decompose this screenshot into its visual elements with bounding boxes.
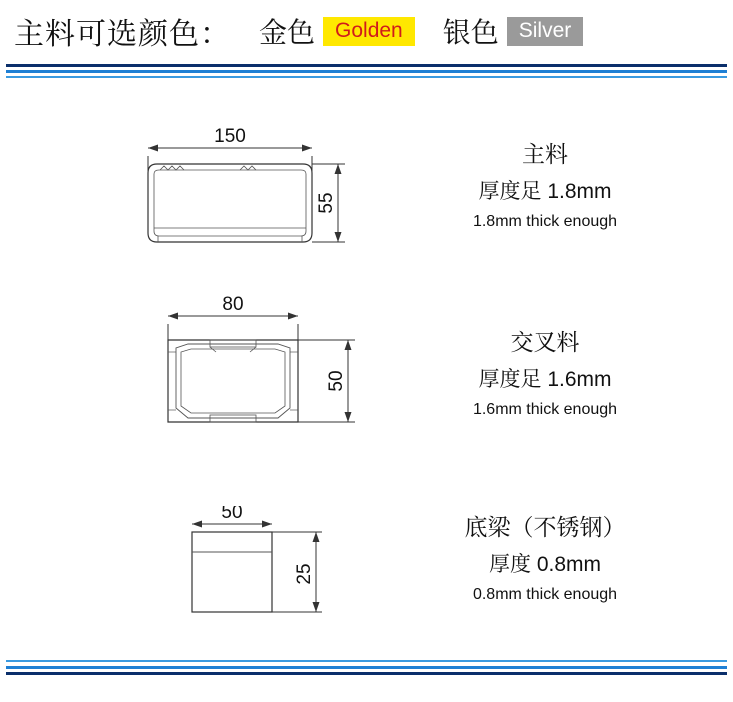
bottom-beam-subtitle: 厚度 0.8mm	[488, 552, 601, 576]
profile-main-beam	[130, 126, 390, 316]
profile-diagram-area	[0, 86, 733, 652]
bottom-beam-english: 0.8mm thick enough	[472, 586, 618, 604]
bottom-beam-title: 底梁（不锈钢）	[464, 514, 626, 540]
divider-top-dark	[6, 64, 727, 67]
cross-beam-width-label: 80	[222, 296, 244, 315]
main-beam-caption	[400, 138, 690, 234]
bottom-beam-drawing	[170, 506, 370, 636]
divider-top-thin	[6, 76, 727, 78]
color-chip-golden: Golden	[323, 17, 415, 46]
divider-bottom-dark	[6, 672, 727, 675]
cross-beam-height-label: 50	[326, 370, 347, 392]
header-bar	[0, 0, 733, 62]
cross-beam-caption	[400, 326, 690, 422]
main-beam-english: 1.8mm thick enough	[472, 213, 618, 231]
bottom-beam-height-label: 25	[294, 563, 315, 585]
color-chip-silver: Silver	[507, 17, 584, 46]
bottom-beam-width-label: 50	[221, 506, 243, 523]
color-label-golden: 金色	[259, 17, 316, 48]
cross-beam-title: 交叉料	[510, 329, 580, 355]
divider-bottom-thin	[6, 660, 727, 662]
cross-beam-subtitle: 厚度足 1.6mm	[478, 367, 612, 391]
main-beam-drawing	[130, 126, 390, 316]
color-option-golden[interactable]	[259, 11, 415, 51]
main-beam-height-label: 55	[316, 192, 337, 214]
main-beam-subtitle: 厚度足 1.8mm	[478, 179, 612, 203]
color-option-silver[interactable]	[443, 11, 584, 51]
main-beam-width-label: 150	[214, 126, 246, 147]
bottom-beam-caption	[395, 511, 695, 607]
cross-beam-drawing	[150, 296, 400, 456]
profile-cross-beam	[150, 296, 400, 456]
divider-bottom-blue	[6, 666, 727, 669]
main-beam-title: 主料	[522, 141, 568, 167]
cross-beam-english: 1.6mm thick enough	[472, 401, 618, 419]
color-label-silver: 银色	[442, 17, 499, 48]
page-title: 主料可选颜色：	[14, 18, 231, 51]
profile-bottom-beam	[170, 506, 370, 636]
divider-top-blue	[6, 70, 727, 73]
